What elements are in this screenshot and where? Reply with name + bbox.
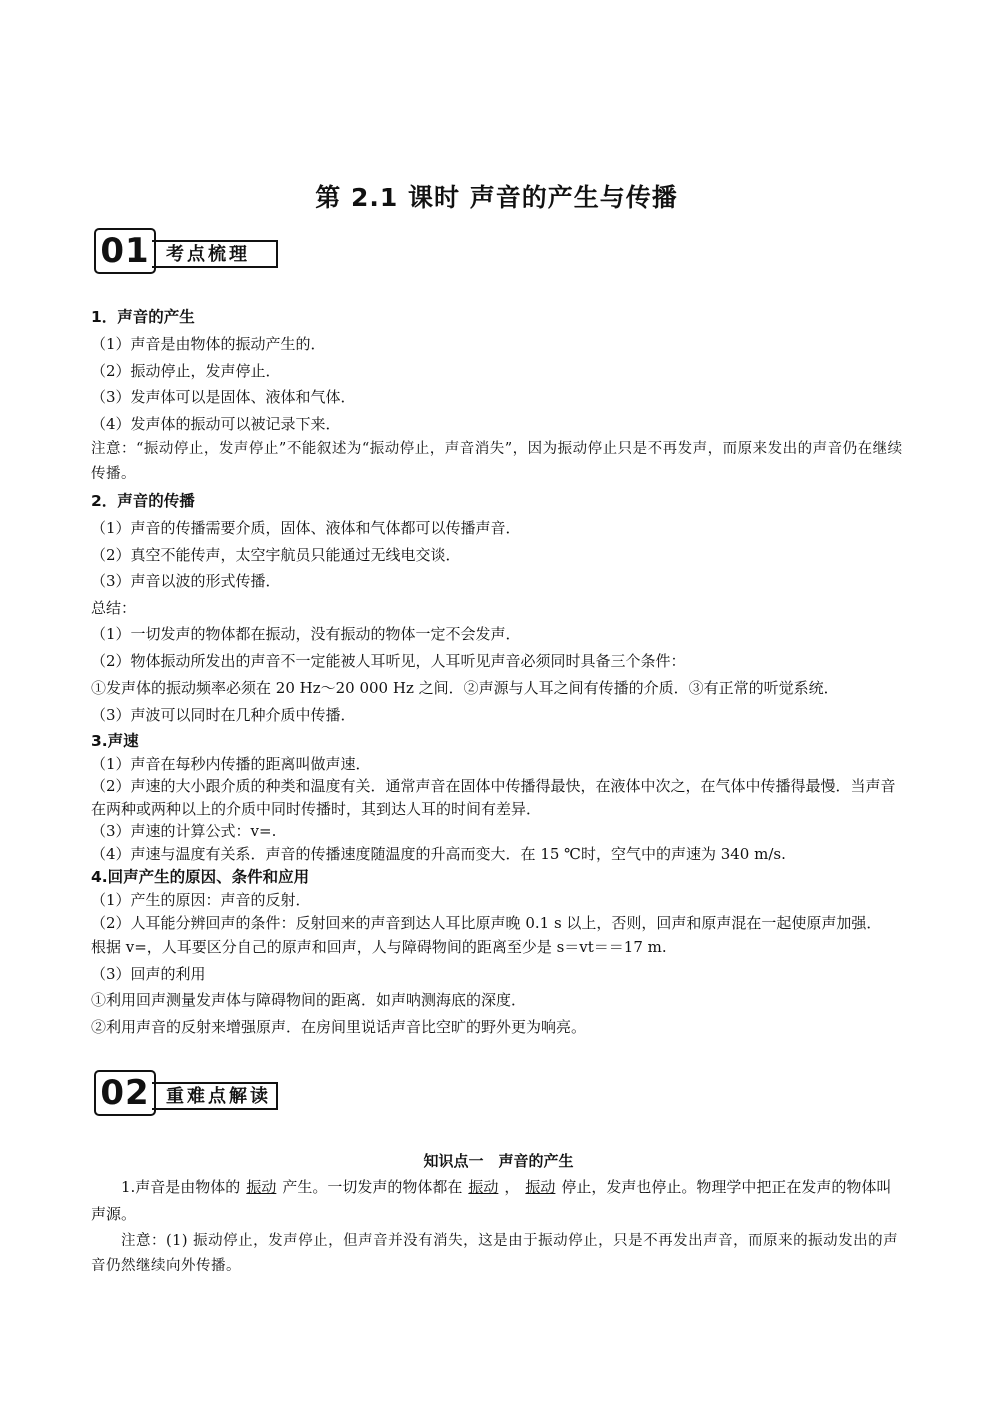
heading-sound-production: 1．声音的产生 [91, 308, 195, 326]
list-item: （4）发声体的振动可以被记录下来． [91, 414, 341, 433]
section-label: 重难点解读 [152, 1082, 278, 1110]
list-item: （1）声音的传播需要介质，固体、液体和气体都可以传播声音． [91, 519, 521, 537]
section-badge-2 [94, 1070, 282, 1114]
section-label: 考点梳理 [152, 240, 278, 268]
knowledge-point-text [91, 1174, 906, 1227]
list-item: （2）声速的大小跟介质的种类和温度有关．通常声音在固体中传播得最快，在液体中次之，在气体中传播得最慢．当声音在两种或两种以上的介质中同时传播时，其到达人耳的时间有差异． [91, 777, 896, 818]
list-item: （4）声速与温度有关系．声音的传播速度随温度的升高而变大．在 15 ℃时，空气中的声速为 340 m/s. [91, 844, 786, 863]
blank-answer: 振动 [468, 1178, 499, 1196]
note-paragraph: 注意：“振动停止，发声停止”不能叙述为“振动停止，声音消失”，因为振动停止只是不再发声，而原来发出的声音仍在继续传播。 [91, 441, 903, 482]
list-item: （3）声音以波的形式传播． [91, 572, 281, 590]
blank-answer: 振动 [525, 1178, 556, 1196]
list-item: ①发声体的振动频率必须在 20 Hz～20 000 Hz 之间．②声源与人耳之间有传播的介质．③有正常的听觉系统． [91, 679, 839, 697]
list-item: （3）回声的利用 [91, 964, 206, 983]
list-item: （2）振动停止，发声停止． [91, 361, 281, 380]
list-item: （2）人耳能分辨回声的条件：反射回来的声音到达人耳比原声晚 0.1 s 以上，否则，回声和原声混在一起使原声加强． [91, 913, 882, 932]
summary-label: 总结： [91, 598, 137, 617]
heading-sound-speed: 3.声速 [91, 731, 139, 750]
knowledge-point-title: 知识点一 声音的产生 [423, 1152, 574, 1170]
list-item: （3）声波可以同时在几种介质中传播． [91, 706, 356, 724]
key-points-content [91, 303, 906, 1040]
list-item: （1）一切发声的物体都在振动，没有振动的物体一定不会发声． [91, 625, 521, 643]
list-item: （3）发声体可以是固体、液体和气体． [91, 388, 356, 406]
text-fragment: 停止，发声也停止。物理学中把正在发声的物体叫声源。 [91, 1178, 892, 1223]
difficulty-content [91, 1148, 906, 1279]
list-item: （1）声音是由物体的振动产生的． [91, 335, 326, 353]
section-number: 01 [94, 228, 156, 274]
page-title: 第 2.1 课时 声音的产生与传播 [315, 183, 678, 212]
list-item: （1）声音在每秒内传播的距离叫做声速． [91, 754, 371, 773]
section-badge-1 [94, 228, 282, 272]
heading-sound-propagation: 2．声音的传播 [91, 492, 195, 510]
list-item: ①利用回声测量发声体与障碍物间的距离．如声呐测海底的深度． [91, 991, 527, 1009]
blank-answer: 振动 [246, 1178, 277, 1196]
list-item: （3）声速的计算公式：v=. [91, 822, 277, 840]
list-item: （2）物体振动所发出的声音不一定能被人耳听见，人耳听见声音必须同时具备三个条件： [91, 651, 686, 670]
list-item: ②利用声音的反射来增强原声．在房间里说话声音比空旷的野外更为响亮。 [91, 1017, 587, 1036]
note-paragraph: 注意：(1) 振动停止，发声停止，但声音并没有消失，这是由于振动停止，只是不再发出声音，而原来的振动发出的声音仍然继续向外传播。 [91, 1233, 899, 1274]
text-fragment: 产生。一切发声的物体都在 [282, 1178, 463, 1196]
heading-echo: 4.回声产生的原因、条件和应用 [91, 868, 310, 886]
section-number: 02 [94, 1070, 156, 1116]
list-item: （2）真空不能传声，太空宇航员只能通过无线电交谈． [91, 545, 461, 564]
list-item: 根据 v=，人耳要区分自己的原声和回声，人与障碍物间的距离至少是 s＝vt＝＝17 m. [91, 938, 667, 956]
text-fragment: 1.声音是由物体的 [121, 1178, 241, 1196]
list-item: （1）产生的原因：声音的反射． [91, 891, 311, 909]
text-fragment: ， [504, 1178, 520, 1196]
